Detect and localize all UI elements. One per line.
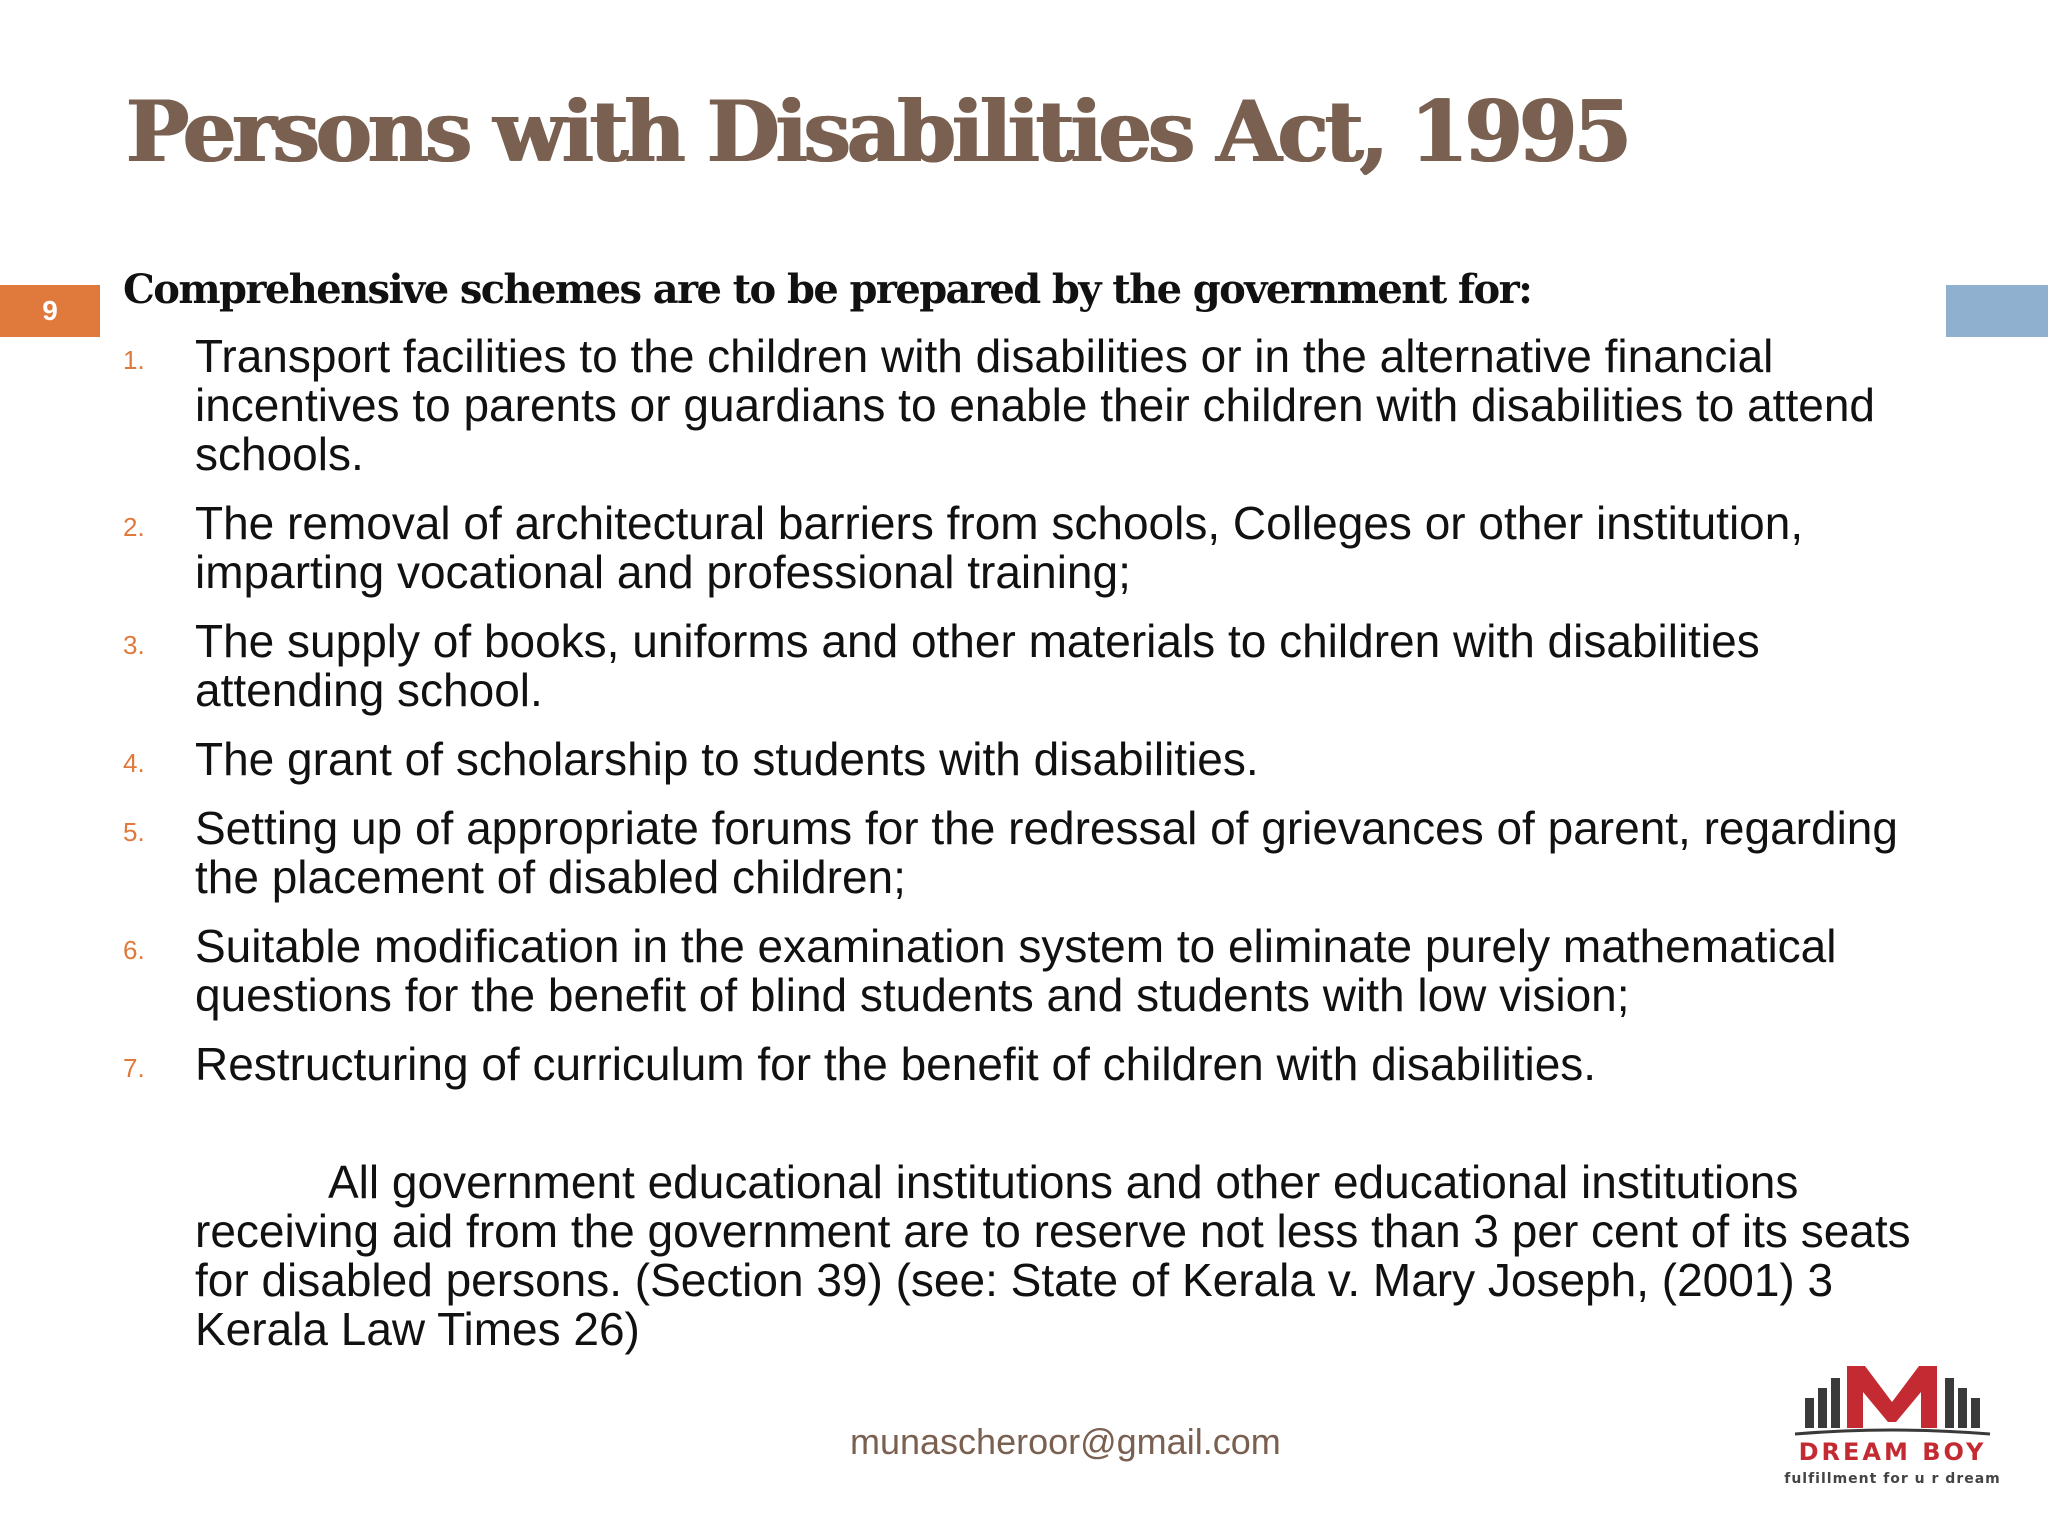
- list-item-number: 1.: [123, 345, 145, 375]
- slide-title: Persons with Disabilities Act, 1995: [125, 82, 1627, 181]
- list-item-text: The removal of architectural barriers from schools, Colleges or other institution, imparting vocational and professional training;: [195, 497, 1804, 598]
- list-item-number: 4.: [123, 748, 145, 778]
- list-item: [120, 332, 1940, 479]
- logo-icon: [1775, 1350, 2010, 1438]
- list-item-number: 5.: [123, 817, 145, 847]
- list-item-number: 7.: [123, 1053, 145, 1083]
- author-email: munascheroor@gmail.com: [850, 1421, 1281, 1462]
- list-item-number: 3.: [123, 630, 145, 660]
- logo-tagline: fulfillment for u r dream: [1784, 1471, 2001, 1487]
- list-item-text: Restructuring of curriculum for the benefit of children with disabilities.: [195, 1038, 1597, 1090]
- list-item-number: 6.: [123, 935, 145, 965]
- closing-paragraph: All government educational institutions and other educational institutions receiving aid from the government are to reserve not less than 3 per cent of its seats for disabled persons. (Section 39) (see: State of Kerala v. Mary Joseph, (2001) 3 Kerala Law Times 26): [195, 1156, 1911, 1355]
- logo-name: DREAM BOY: [1798, 1438, 1987, 1466]
- list-item: [120, 617, 1940, 715]
- dream-boy-logo: [1775, 1350, 2010, 1490]
- list-item-text: Setting up of appropriate forums for the redressal of grievances of parent, regarding the placement of disabled children;: [195, 802, 1898, 903]
- list-item-number: 2.: [123, 512, 145, 542]
- list-item: [120, 735, 1940, 784]
- list-item-text: Transport facilities to the children with disabilities or in the alternative financial incentives to parents or guardians to enable their children with disabilities to attend schools.: [195, 330, 1875, 480]
- schemes-list: [120, 332, 1940, 1109]
- list-item: [120, 1040, 1940, 1089]
- list-item: [120, 499, 1940, 597]
- list-item-text: The supply of books, uniforms and other materials to children with disabilities attending school.: [195, 615, 1760, 716]
- right-accent-bar: [1946, 285, 2048, 337]
- slide-subtitle: Comprehensive schemes are to be prepared by the government for:: [123, 266, 1532, 313]
- list-item: [120, 922, 1940, 1020]
- list-item: [120, 804, 1940, 902]
- slide-number-badge: 9: [0, 285, 100, 337]
- list-item-text: The grant of scholarship to students with disabilities.: [195, 733, 1259, 785]
- list-item-text: Suitable modification in the examination system to eliminate purely mathematical questions for the benefit of blind students and students with low vision;: [195, 920, 1837, 1021]
